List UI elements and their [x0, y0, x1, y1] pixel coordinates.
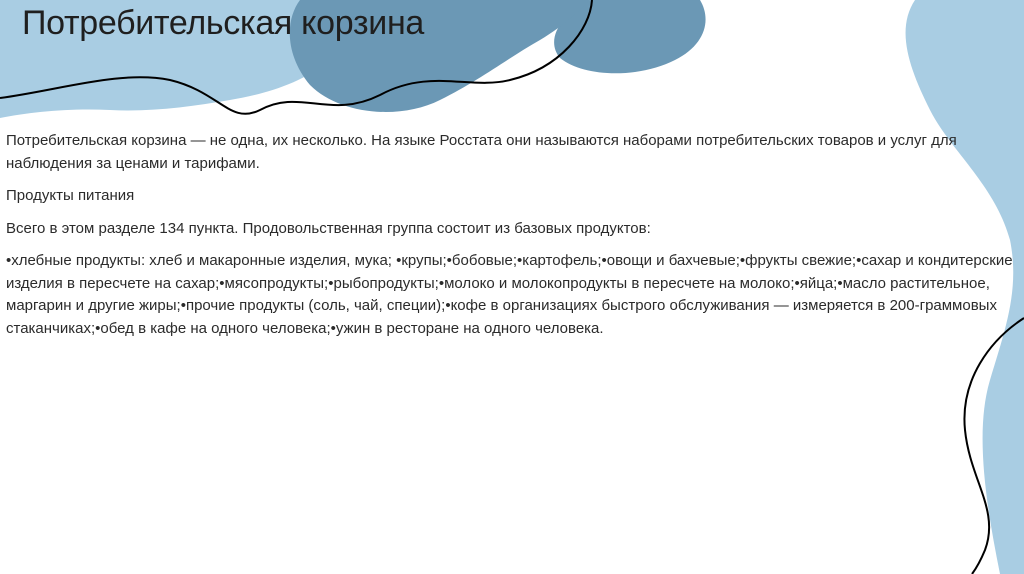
slide-title: Потребительская корзина — [22, 4, 425, 42]
products-list: •хлебные продукты: хлеб и макаронные изделия, мука; •крупы;•бобовые;•картофель;•овощи и бахчевые;•фрукты свежие;•сахар и кондитерские изделия в пересчете на сахар;•мясопродукты;•рыбопродукты;•молоко и молокопродукты в пересчете на молоко;•яйца;•масло растительное, маргарин и другие жиры;•прочие продукты (соль, чай, специи);•кофе в организациях быстрого обслуживания — измеряется в 200-граммовых стаканчиках;•обед в кафе на одного человека;•ужин в ресторане на одного человека. — [6, 252, 1013, 337]
section-summary: Всего в этом разделе 134 пункта. Продовольственная группа состоит из базовых продуктов: — [6, 219, 651, 237]
slide-body — [6, 130, 1018, 350]
section-heading: Продукты питания — [6, 187, 135, 204]
intro-paragraph: Потребительская корзина — не одна, их несколько. На языке Росстата они называются наборами потребительских товаров и услуг для наблюдения за ценами и тарифами. — [6, 132, 957, 172]
